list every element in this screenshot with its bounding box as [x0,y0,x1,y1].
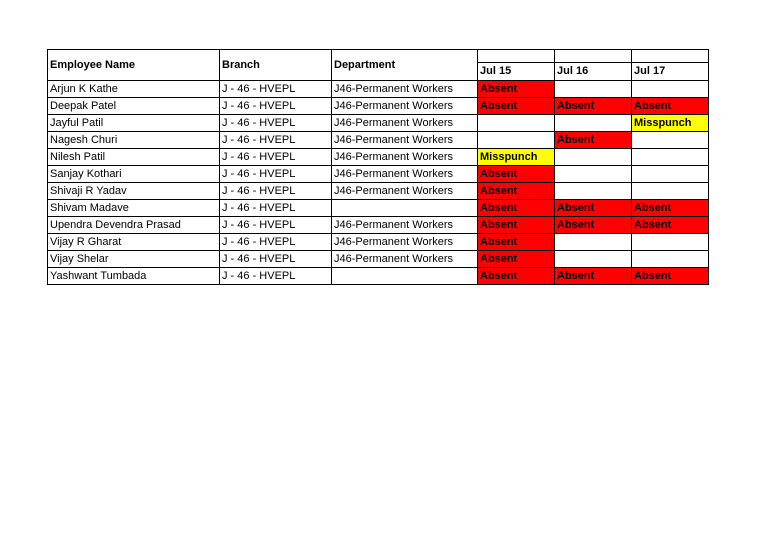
branch-cell: J - 46 - HVEPL [220,200,332,217]
employee-name-cell: Vijay Shelar [48,251,220,268]
header-day-spacer [632,50,709,63]
header-row [48,50,709,63]
header-department: Department [332,50,478,81]
attendance-status-cell [555,166,632,183]
attendance-status-cell: Misspunch [478,149,555,166]
attendance-status-cell: Absent [478,217,555,234]
attendance-status-cell: Absent [555,217,632,234]
branch-cell: J - 46 - HVEPL [220,234,332,251]
department-cell: J46-Permanent Workers [332,132,478,149]
header-day-spacer [478,50,555,63]
attendance-status-cell: Absent [478,234,555,251]
department-cell: J46-Permanent Workers [332,183,478,200]
attendance-status-cell [632,166,709,183]
table-row [48,217,709,234]
attendance-status-cell: Absent [632,98,709,115]
table-row [48,115,709,132]
attendance-status-cell: Absent [478,81,555,98]
attendance-status-cell [478,132,555,149]
attendance-status-cell [555,81,632,98]
attendance-status-cell [555,251,632,268]
branch-cell: J - 46 - HVEPL [220,132,332,149]
employee-name-cell: Nagesh Churi [48,132,220,149]
department-cell: J46-Permanent Workers [332,251,478,268]
department-cell: J46-Permanent Workers [332,149,478,166]
attendance-status-cell: Absent [632,200,709,217]
header-day: Jul 17 [632,63,709,81]
attendance-status-cell: Absent [478,183,555,200]
branch-cell: J - 46 - HVEPL [220,115,332,132]
employee-name-cell: Deepak Patel [48,98,220,115]
table-row [48,132,709,149]
branch-cell: J - 46 - HVEPL [220,98,332,115]
table-row [48,200,709,217]
department-cell: J46-Permanent Workers [332,166,478,183]
attendance-status-cell: Absent [555,98,632,115]
employee-name-cell: Vijay R Gharat [48,234,220,251]
table-row [48,183,709,200]
department-cell: J46-Permanent Workers [332,98,478,115]
employee-name-cell: Arjun K Kathe [48,81,220,98]
attendance-status-cell [632,149,709,166]
attendance-status-cell: Misspunch [632,115,709,132]
department-cell: J46-Permanent Workers [332,115,478,132]
header-employee-name: Employee Name [48,50,220,81]
branch-cell: J - 46 - HVEPL [220,81,332,98]
attendance-status-cell: Absent [632,268,709,285]
attendance-status-cell: Absent [478,268,555,285]
header-day-spacer [555,50,632,63]
branch-cell: J - 46 - HVEPL [220,149,332,166]
department-cell: J46-Permanent Workers [332,81,478,98]
employee-name-cell: Shivaji R Yadav [48,183,220,200]
attendance-status-cell [555,149,632,166]
employee-name-cell: Jayful Patil [48,115,220,132]
attendance-status-cell: Absent [478,200,555,217]
department-cell [332,268,478,285]
attendance-status-cell: Absent [555,268,632,285]
attendance-status-cell: Absent [555,200,632,217]
attendance-status-cell [555,183,632,200]
employee-name-cell: Yashwant Tumbada [48,268,220,285]
attendance-status-cell: Absent [478,98,555,115]
attendance-status-cell [555,115,632,132]
branch-cell: J - 46 - HVEPL [220,166,332,183]
header-day: Jul 15 [478,63,555,81]
table-row [48,98,709,115]
branch-cell: J - 46 - HVEPL [220,183,332,200]
table-row [48,234,709,251]
header-day: Jul 16 [555,63,632,81]
table-row [48,268,709,285]
table-row [48,166,709,183]
employee-name-cell: Nilesh Patil [48,149,220,166]
attendance-status-cell [632,234,709,251]
table-row [48,251,709,268]
department-cell [332,200,478,217]
attendance-status-cell: Absent [555,132,632,149]
branch-cell: J - 46 - HVEPL [220,217,332,234]
branch-cell: J - 46 - HVEPL [220,251,332,268]
employee-name-cell: Upendra Devendra Prasad [48,217,220,234]
attendance-table [47,49,709,285]
branch-cell: J - 46 - HVEPL [220,268,332,285]
department-cell: J46-Permanent Workers [332,217,478,234]
employee-name-cell: Shivam Madave [48,200,220,217]
attendance-status-cell: Absent [478,166,555,183]
attendance-table-body [48,50,709,285]
attendance-status-cell [478,115,555,132]
attendance-status-cell [632,183,709,200]
table-row [48,149,709,166]
attendance-status-cell: Absent [478,251,555,268]
table-row [48,81,709,98]
employee-name-cell: Sanjay Kothari [48,166,220,183]
attendance-status-cell [555,234,632,251]
attendance-status-cell [632,251,709,268]
attendance-status-cell [632,132,709,149]
header-branch: Branch [220,50,332,81]
attendance-status-cell: Absent [632,217,709,234]
department-cell: J46-Permanent Workers [332,234,478,251]
attendance-status-cell [632,81,709,98]
